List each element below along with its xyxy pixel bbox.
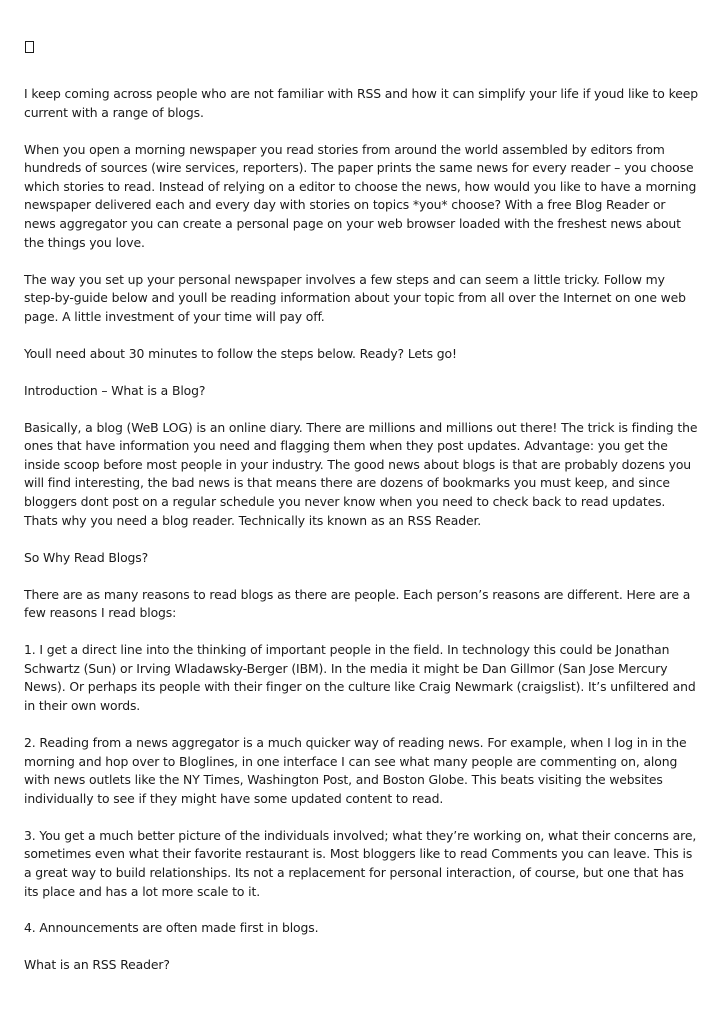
list-item-reason-2: 2. Reading from a news aggregator is a much quicker way of reading news. For example, when I log in in the morning and hop over to Bloglines, in one interface I can see what many people are commenting on, along with news outlets like the NY Times, Washington Post, and Boston Globe. This beats visiting the websites individually to see if they might have some updated content to read. bbox=[24, 734, 687, 806]
missing-glyph-icon bbox=[25, 41, 34, 53]
list-item-reason-1: 1. I get a direct line into the thinking of important people in the field. In technology this could be Jonathan Schwartz (Sun) or Irving Wladawsky-Berger (IBM). In the media it might be Dan Gillmor (San Jose Mercury News). Or perhaps its people with their finger on the culture like Craig Newmark (craigslist). It’s unfiltered and in their own words. bbox=[24, 642, 696, 713]
list-item-reason-4: 4. Announcements are often made first in blogs. bbox=[24, 920, 319, 936]
heading-why-read-blogs: So Why Read Blogs? bbox=[24, 549, 149, 565]
paragraph-intro: I keep coming across people who are not familiar with RSS and how it can simplify your life if youd like to keep current with a range of blogs. bbox=[24, 86, 698, 120]
heading-what-is-blog: Introduction – What is a Blog? bbox=[24, 382, 206, 398]
paragraph-reasons-intro: There are as many reasons to read blogs as there are people. Each person’s reasons are different. Here are a few reasons I read blogs: bbox=[24, 586, 691, 621]
list-item-reason-3: 3. You get a much better picture of the individuals involved; what they’re working on, what their concerns are, sometimes even what their favorite restaurant is. Most bloggers like to read Comments you can leave. This is a great way to build relationships. Its not a replacement for personal interaction, of course, but one that has its place and has a lot more scale to it. bbox=[24, 827, 697, 899]
heading-what-is-rss-reader: What is an RSS Reader? bbox=[24, 957, 170, 973]
glyph-row bbox=[24, 40, 698, 66]
paragraph-newspaper: When you open a morning newspaper you read stories from around the world assembled by editors from hundreds of sources (wire services, reporters). The paper prints the same news for every reader – you choose which stories to read. Instead of relying on a editor to choose the news, how would you like to have a morning newspaper delivered each and every day with stories on topics *you* choose? With a free Blog Reader or news aggregator you can create a personal page on your web browser loaded with the freshest news about the things you love. bbox=[24, 141, 697, 250]
paragraph-blog-definition: Basically, a blog (WeB LOG) is an online diary. There are millions and millions out there! The trick is finding the ones that have information you need and flagging them when they post updates. Advantage: you get the inside scoop before most people in your industry. The good news about blogs is that are probably dozens you will find interesting, the bad news is that means there are dozens of bookmarks you must keep, and since bloggers dont post on a regular schedule you never know when you need to check back to read updates. Thats why you need a blog reader. Technically its known as an RSS Reader. bbox=[24, 419, 698, 528]
paragraph-setup: The way you set up your personal newspaper involves a few steps and can seem a little tricky. Follow my step-by-guide below and youll be reading information about your topic from all over the Internet on one web page. A little investment of your time will pay off. bbox=[24, 271, 686, 324]
paragraph-time: Youll need about 30 minutes to follow the steps below. Ready? Lets go! bbox=[24, 345, 457, 361]
